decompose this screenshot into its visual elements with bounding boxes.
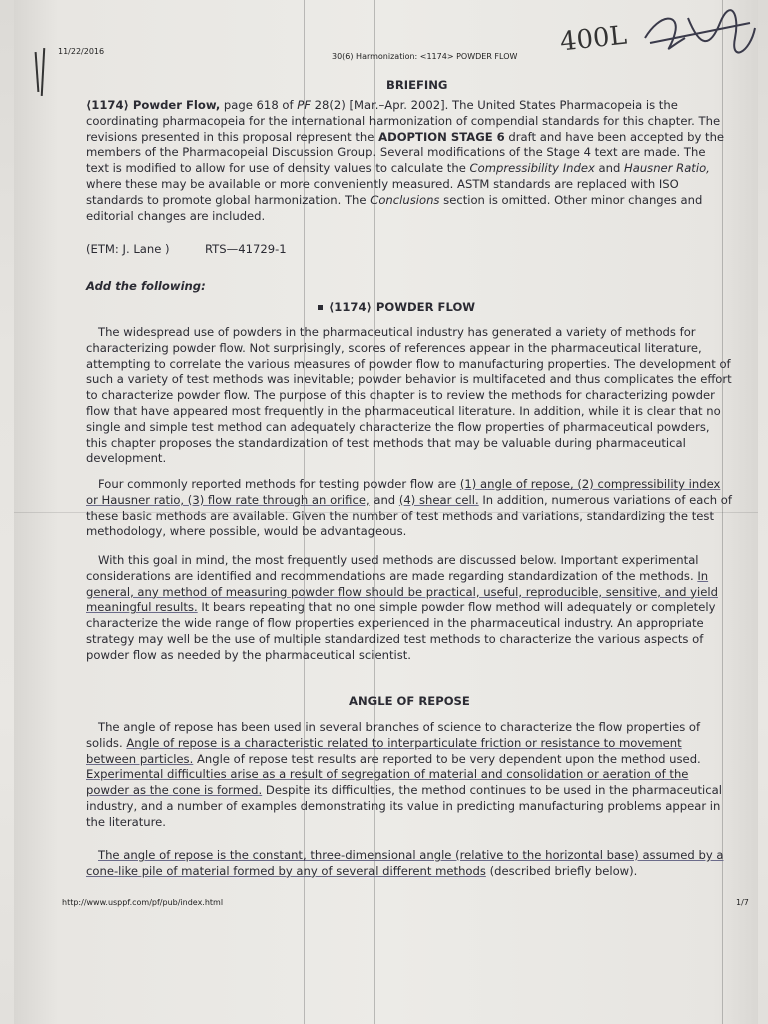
page-number: 1/7: [736, 898, 749, 907]
briefing-meta: [86, 242, 732, 258]
intro-paragraph-3: With this goal in mind, the most frequently used methods are discussed below. Important experimental considerations are identified and recommendations are made regarding standardization of the methods. In general, any method of measuring powder flow should be practical, useful, reproducible, sensitive, and yield meaningful results. It bears repeating that no one simple powder flow method will adequately or completely characterize the wide range of flow properties experienced in the pharmaceutical industry. An appropriate strategy may well be the use of multiple standardized test methods to characterize the various aspects of powder flow as needed by the pharmaceutical scientist.: [86, 553, 718, 662]
intro-paragraph-1: The widespread use of powders in the pharmaceutical industry has generated a variety of methods for characterizing powder flow. Not surprisingly, scores of references appear in the pharmaceutical literature, attempting to correlate the various measures of powder flow to manufacturing properties. The development of such a variety of test methods was inevitable; powder behavior is multifaceted and thus complicates the effort to characterize powder flow. The purpose of this chapter is to review the methods for characterizing powder flow that have appeared most frequently in the pharmaceutical literature. In addition, while it is clear that no single and simple test method can adequately characterize the flow properties of pharmaceutical powders, this chapter proposes the standardization of test methods that may be valuable during pharmaceutical development.: [86, 325, 732, 466]
angle-of-repose-paragraph-1: The angle of repose has been used in several branches of science to characterize the flow properties of solids. Angle of repose is a characteristic related to interparticulate friction or resistance to movement between particles. Angle of repose test results are reported to be very dependent upon the method used. Experimental difficulties arise as a result of segregation of material and consolidation or aeration of the powder as the cone is formed. Despite its difficulties, the method continues to be used in the pharmaceutical industry, and a number of examples demonstrating its value in predicting manufacturing problems appear in the literature.: [86, 720, 722, 829]
add-following-label: Add the following:: [86, 279, 206, 293]
print-date: 11/22/2016: [58, 47, 105, 56]
angle-of-repose-heading: ANGLE OF REPOSE: [349, 694, 470, 708]
etm-note: (ETM: J. Lane ): [86, 242, 170, 256]
print-title: 30(6) Harmonization: <1174> POWDER FLOW: [332, 52, 518, 61]
footer-url[interactable]: http://www.usppf.com/pf/pub/index.html: [62, 898, 224, 907]
briefing-paragraph: ⟨1174⟩ Powder Flow, page 618 of PF 28(2) [Mar.–Apr. 2002]. The United States Pharmacopeia is the coordinating pharmacopeia for the international harmonization of compendial standards for this chapter. The revisions presented in this proposal represent the ADOPTION STAGE 6 draft and have been accepted by the members of the Pharmacopeial Discussion Group. Several modifications of the Stage 4 text are made. The text is modified to allow for use of density values to calculate the Compressibility Index and Hausner Ratio, where these may be available or more conveniently measured. ASTM standards are replaced with ISO standards to promote global harmonization. The Conclusions section is omitted. Other minor changes and editorial changes are included.: [86, 98, 725, 223]
briefing-heading: BRIEFING: [386, 78, 448, 92]
chapter-title: ⟨1174⟩ POWDER FLOW: [318, 300, 475, 314]
handwritten-note: 400L: [558, 20, 629, 58]
scribbled-signature: [640, 8, 760, 58]
stage-label: ADOPTION STAGE 6: [378, 129, 505, 144]
intro-paragraph-2: Four commonly reported methods for testing powder flow are (1) angle of repose, (2) compressibility index or Hausner ratio, (3) flow rate through an orifice, and (4) shear cell. In addition, numerous variations of each of these basic methods are available. Given the number of test methods and variations, standardizing the test methodology, where possible, would be advantageous.: [86, 477, 732, 539]
angle-of-repose-paragraph-2: The angle of repose is the constant, three-dimensional angle (relative to the horizontal base) assumed by a cone-like pile of material formed by any of several different methods (described briefly below).: [86, 848, 724, 878]
section-marker-icon: [318, 305, 323, 310]
rts-number: RTS—41729-1: [204, 242, 287, 256]
chapter-reference: ⟨1174⟩ Powder Flow,: [86, 98, 221, 112]
